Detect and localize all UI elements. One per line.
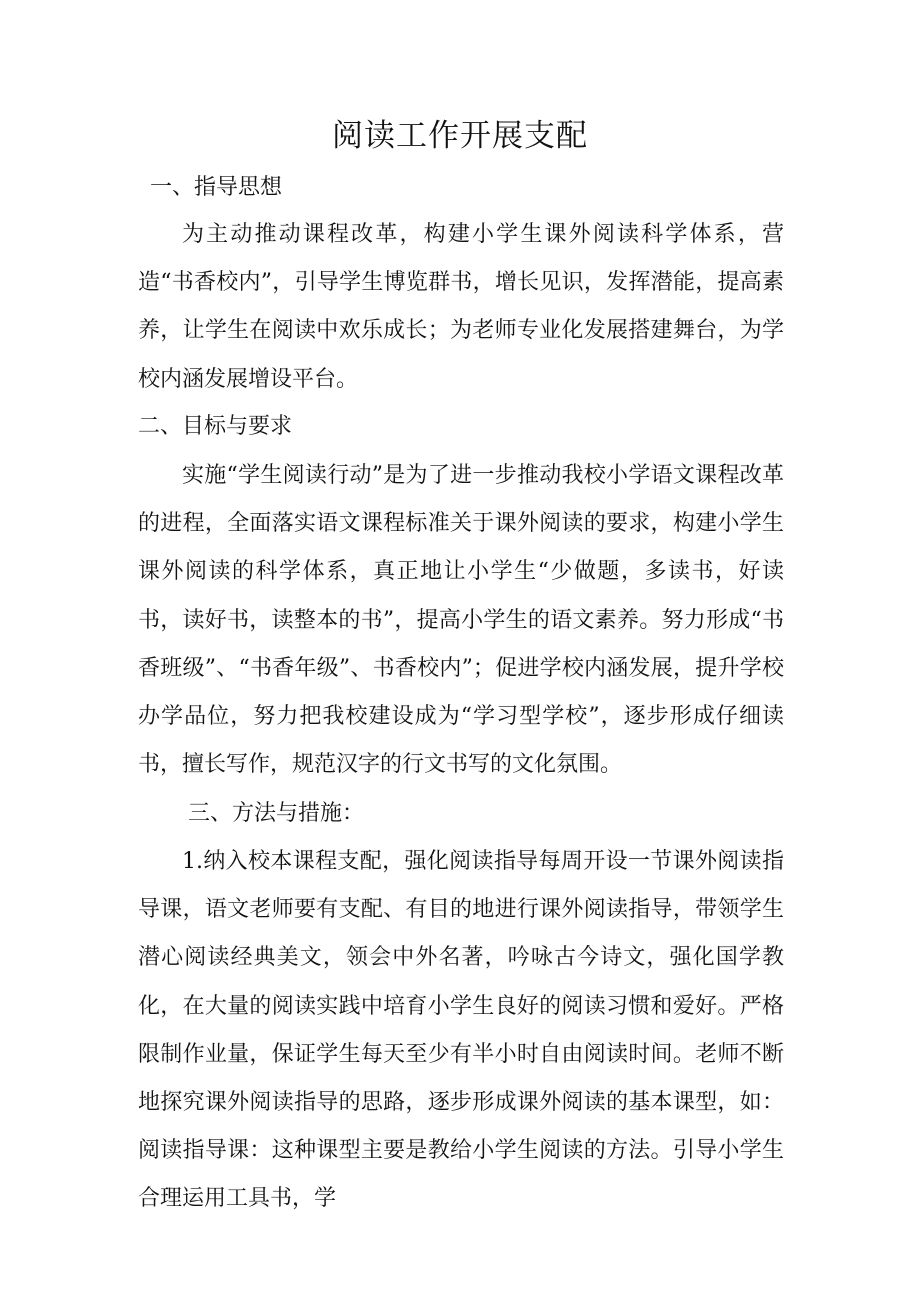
paragraph-goals-requirements: 实施“学生阅读行动”是为了进一步推动我校小学语文课程改革的进程，全面落实语文课程标准关于课外阅读的要求，构建小学生课外阅读的科学体系，真正地让小学生“少做题，多读书，好读书，读好书，读整本的书”，提高小学生的语文素养。努力形成“书香班级”、“书香年级”、书香校内”；促进学校内涵发展，提升学校办学品位，努力把我校建设成为“学习型学校”，逐步形成仔细读书，擅长写作，规范汉字的行文书写的文化氛围。: [138, 463, 784, 778]
paragraph-guiding-ideology: 为主动推动课程改革，构建小学生课外阅读科学体系，营造“书香校内”，引导学生博览群书，增长见识，发挥潜能，提高素养，让学生在阅读中欢乐成长；为老师专业化发展搭建舞台，为学校内涵发展增设平台。: [138, 222, 784, 392]
section-heading-guiding-ideology: 一、指导思想: [150, 175, 283, 200]
paragraph-methods-measures: 1.纳入校本课程支配，强化阅读指导每周开设一节课外阅读指导课，语文老师要有支配、有目的地进行课外阅读指导，带领学生潜心阅读经典美文，领会中外名著，吟咏古今诗文，强化国学教化，在大量的阅读实践中培育小学生良好的阅读习惯和爱好。严格限制作业量，保证学生每天至少有半小时自由阅读时间。老师不断地探究课外阅读指导的思路，逐步形成课外阅读的基本课型，如：阅读指导课：这种课型主要是教给小学生阅读的方法。引导小学生合理运用工具书，学: [138, 849, 784, 1212]
section-heading-goals-requirements: 二、目标与要求: [138, 414, 293, 439]
document-title: 阅读工作开展支配: [332, 118, 588, 154]
section-heading-methods-measures: 三、方法与措施：: [188, 801, 365, 826]
